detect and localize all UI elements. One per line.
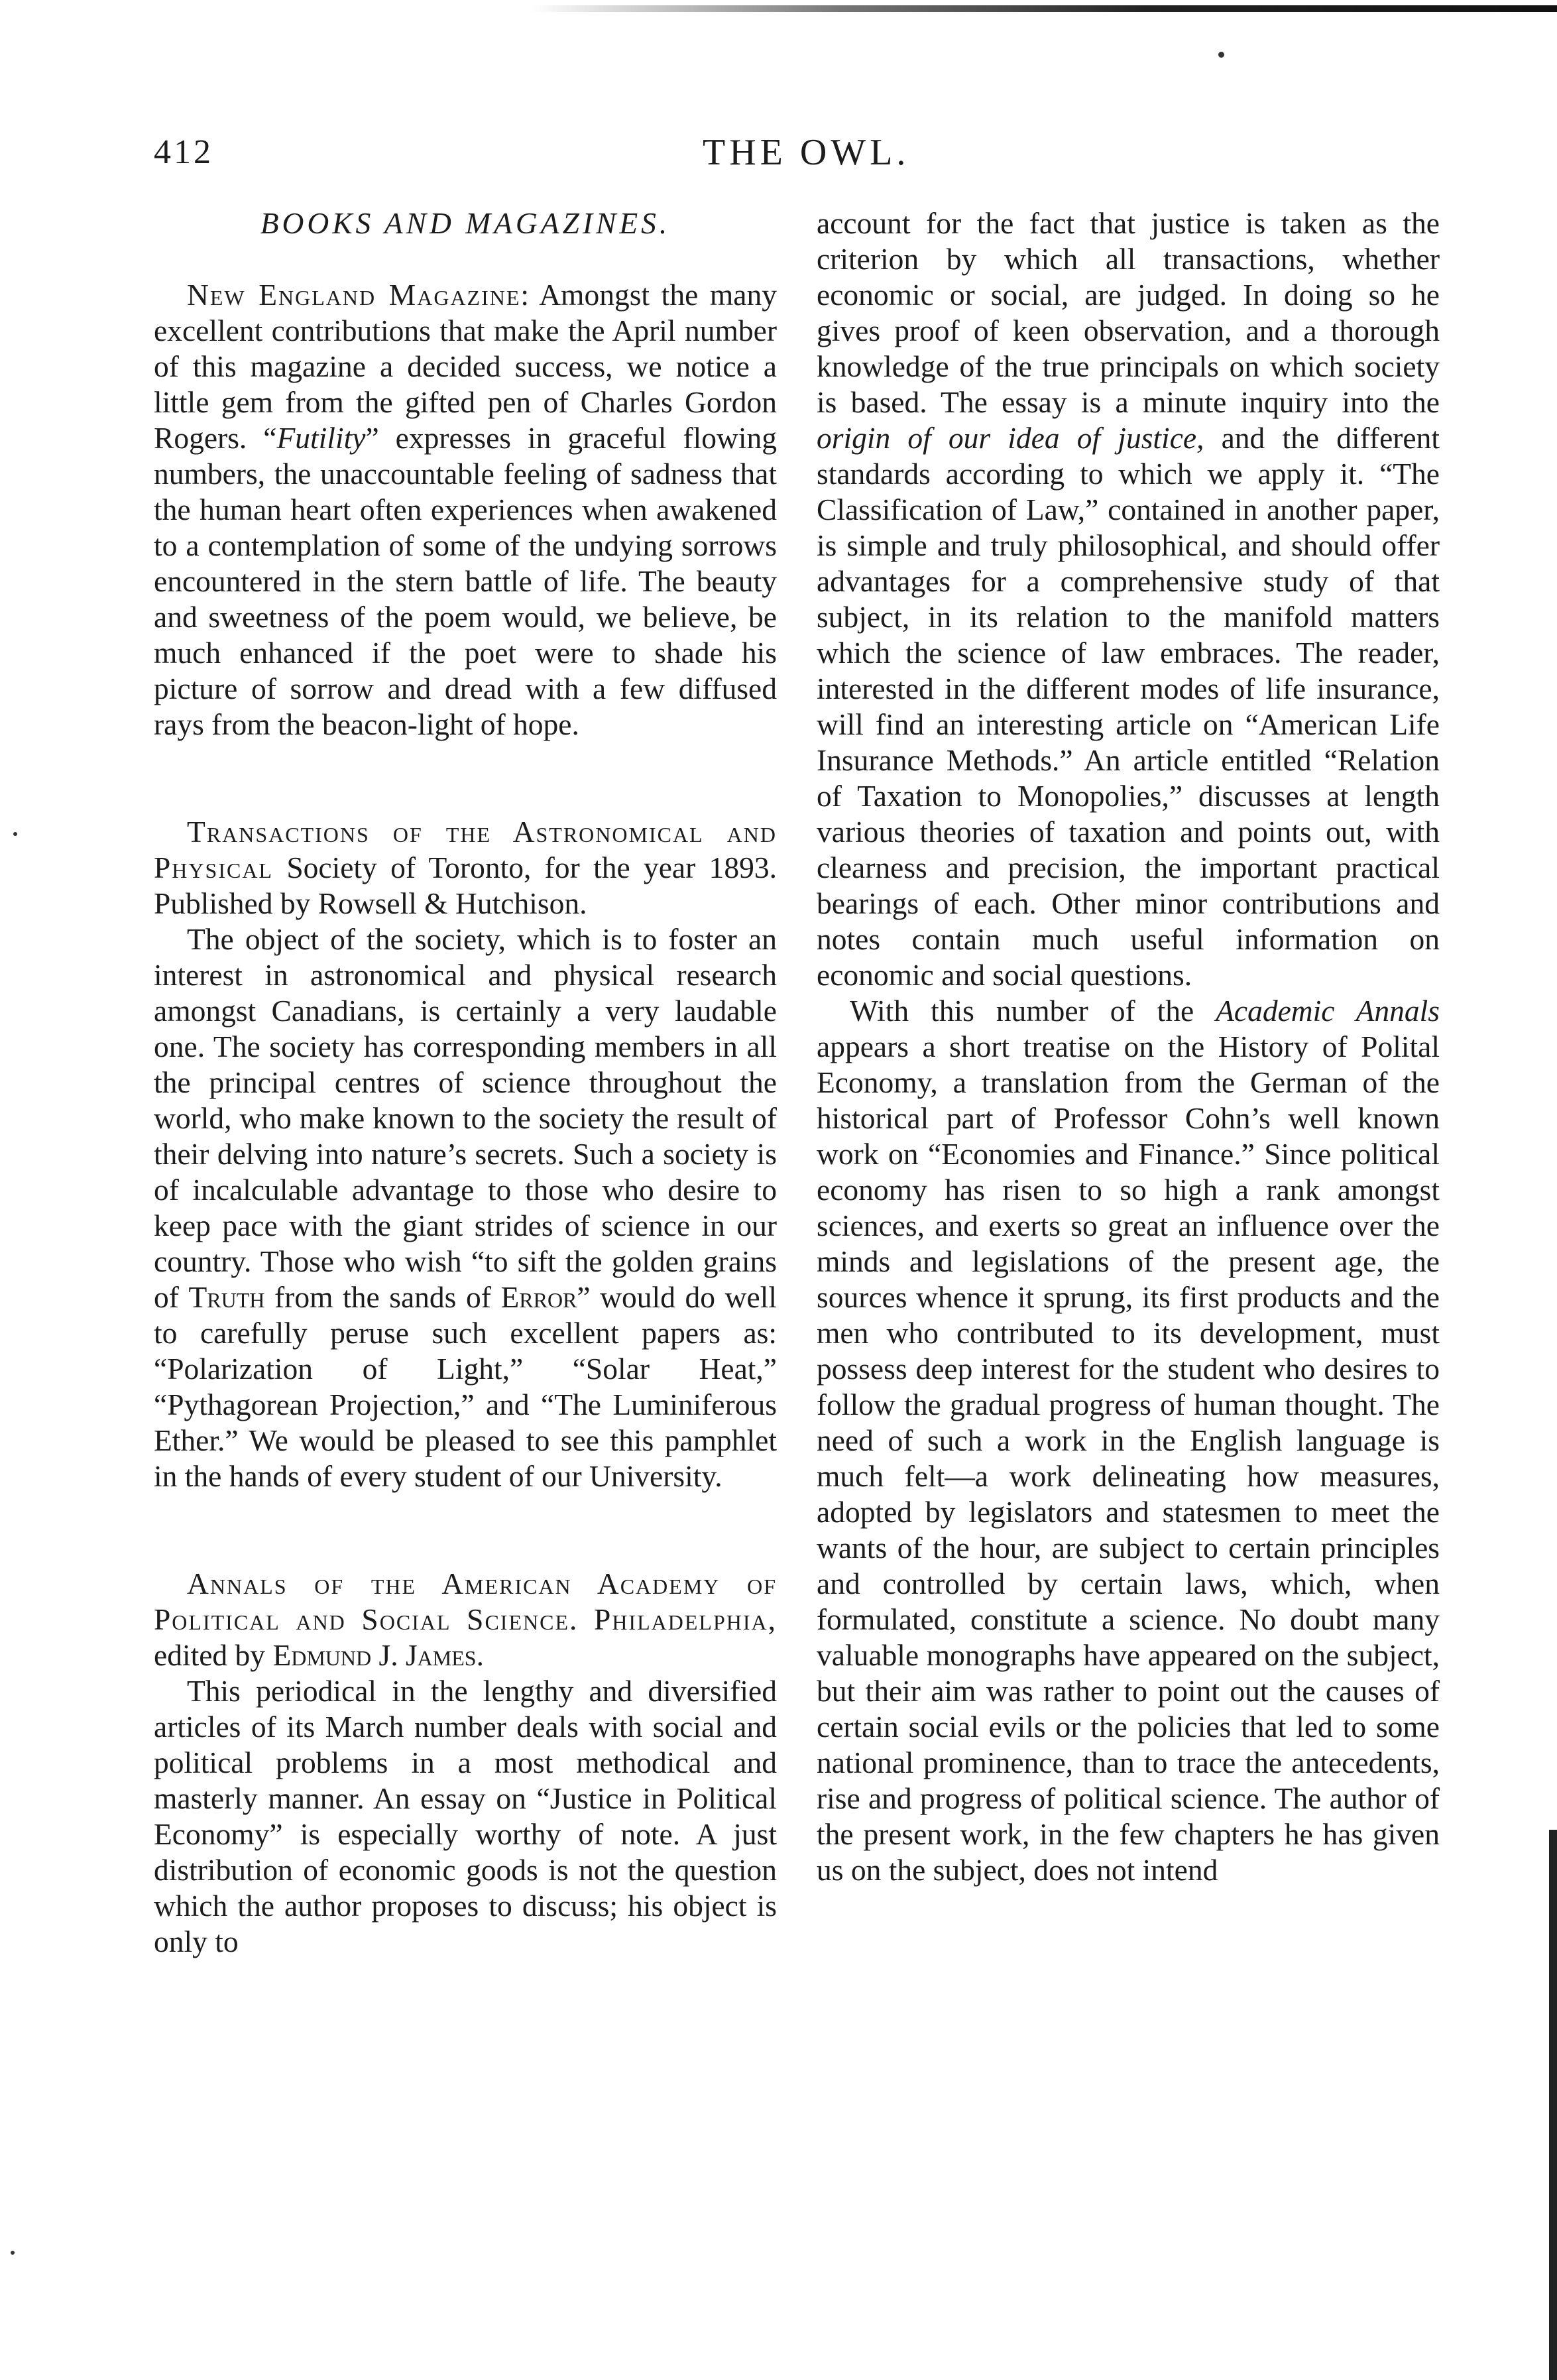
top-border-rule bbox=[530, 5, 1557, 12]
page-number: 412 bbox=[154, 133, 213, 171]
review-heading-annals bbox=[154, 1566, 777, 1673]
right-column bbox=[817, 206, 1440, 2267]
review-heading-rest: Society of Toronto, for the year 1893. Published by Rowsell & Hutchison. bbox=[154, 851, 777, 920]
review-text: ” would do well to carefully peruse such excellent papers as: “Polarization of Light,” “Solar Heat,” “Pythagorean Projection,” and “The Luminiferous Ether.” We would be pleased to see this pamphlet in the hands of every student of our University. bbox=[154, 1280, 777, 1493]
review-annals-body-continued bbox=[817, 206, 1440, 993]
left-column bbox=[154, 206, 777, 2267]
review-text: ” expresses in graceful flowing numbers, the unaccountable feeling of sadness that the human heart often experiences when awakened to a contemplation of some of the undying sorrows encountered in the stern battle of life. The beauty and sweetness of the poem would, we believe, be much enhanced if the poet were to shade his picture of sorrow and dread with a few diffused rays from the beacon-light of hope. bbox=[154, 421, 777, 741]
review-heading-mid: edited by bbox=[154, 1638, 273, 1672]
print-speck bbox=[1218, 52, 1224, 58]
review-source: New England Magazine bbox=[187, 278, 521, 312]
poem-title: Futility bbox=[276, 421, 366, 455]
review-annals-second-paragraph bbox=[817, 993, 1440, 1888]
review-text: account for the fact that justice is taken as the criterion by which all transactions, whether economic or social, are judged. In doing so he gives proof of keen observation, and a thorough knowledge of the true principals on which society is based. The essay is a minute inquiry into the bbox=[817, 206, 1440, 419]
review-heading-transactions bbox=[154, 814, 777, 922]
review-text: With this number of the bbox=[850, 994, 1216, 1028]
review-text: and the different standards according to which we apply it. “The Classification of Law,” contained in another paper, is simple and truly philosophical, and should offer advantages for a comprehensive study of that subject, in its relation to the manifold matters which the science of law embraces. The reader, interested in the different modes of life insurance, will find an interesting article on “American Life Insurance Methods.” An article entitled “Relation of Taxation to Monopolies,” discusses at length various theories of taxation and points out, with clearness and precision, the important practical bearings of each. Other minor contributions and notes contain much useful information on economic and social questions. bbox=[817, 421, 1440, 992]
running-title: THE OWL. bbox=[703, 132, 910, 173]
truth-word: Truth bbox=[188, 1280, 265, 1314]
review-text: from the sands of bbox=[264, 1280, 501, 1314]
journal-title: Academic Annals bbox=[1216, 994, 1440, 1028]
review-text: The object of the society, which is to foster an interest in astronomical and physical research amongst Canadians, is certainly a very laudable one. The society has corresponding members in all the principal centres of science throughout the world, who make known to the society the result of their delving into nature’s secrets. Such a society is of incalculable advantage to those who desire to keep pace with the giant strides of science in our country. Those who wish “to sift the golden grains of bbox=[154, 922, 777, 1314]
error-word: Error bbox=[500, 1280, 577, 1314]
italic-phrase: origin of our idea of justice, bbox=[817, 421, 1204, 455]
review-source: Annals of the American Academy of Political and Social Science. Philadelphia, bbox=[154, 1567, 777, 1636]
review-text: This periodical in the lengthy and diversified articles of its March number deals with social and political problems in a most methodical and masterly manner. An essay on “Justice in Political Economy” is especially worthy of note. A just distribution of economic goods is not the question which the author proposes to discuss; his object is only to bbox=[154, 1674, 777, 1958]
review-editor: Edmund J. James. bbox=[272, 1638, 484, 1672]
print-speck bbox=[13, 832, 17, 836]
review-text: : Amongst the many excellent contributions that make the April number of this magazine a decided success, we notice a little gem from the gifted pen of Charles Gordon Rogers. “ bbox=[154, 278, 777, 455]
review-transactions-body bbox=[154, 922, 777, 1494]
review-new-england-magazine bbox=[154, 277, 777, 743]
print-speck bbox=[11, 2251, 15, 2255]
section-title: BOOKS AND MAGAZINES. bbox=[260, 206, 671, 240]
right-edge-shadow bbox=[1549, 1830, 1557, 2380]
review-text: appears a short treatise on the History of Polital Economy, a translation from the German of the historical part of Professor Cohn’s well known work on “Economies and Finance.” Since political economy has risen to so high a rank amongst sciences, and exerts so great an influence over the minds and legislations of the present age, the sources whence it sprung, its first products and the men who contributed to its development, must possess deep interest for the student who desires to follow the gradual progress of human thought. The need of such a work in the English language is much felt—a work delineating how measures, adopted by legislators and statesmen to meet the wants of the hour, are subject to certain principles and controlled by certain laws, which, when formulated, constitute a science. No doubt many valuable monographs have appeared on the subject, but their aim was rather to point out the causes of certain social evils or the policies that led to some national prominence, than to trace the antecedents, rise and progress of political science. The author of the present work, in the few chapters he has given us on the subject, does not intend bbox=[817, 1030, 1440, 1887]
review-source: Transactions of the Astronomical and Physical bbox=[154, 815, 777, 884]
review-annals-body bbox=[154, 1673, 777, 1960]
